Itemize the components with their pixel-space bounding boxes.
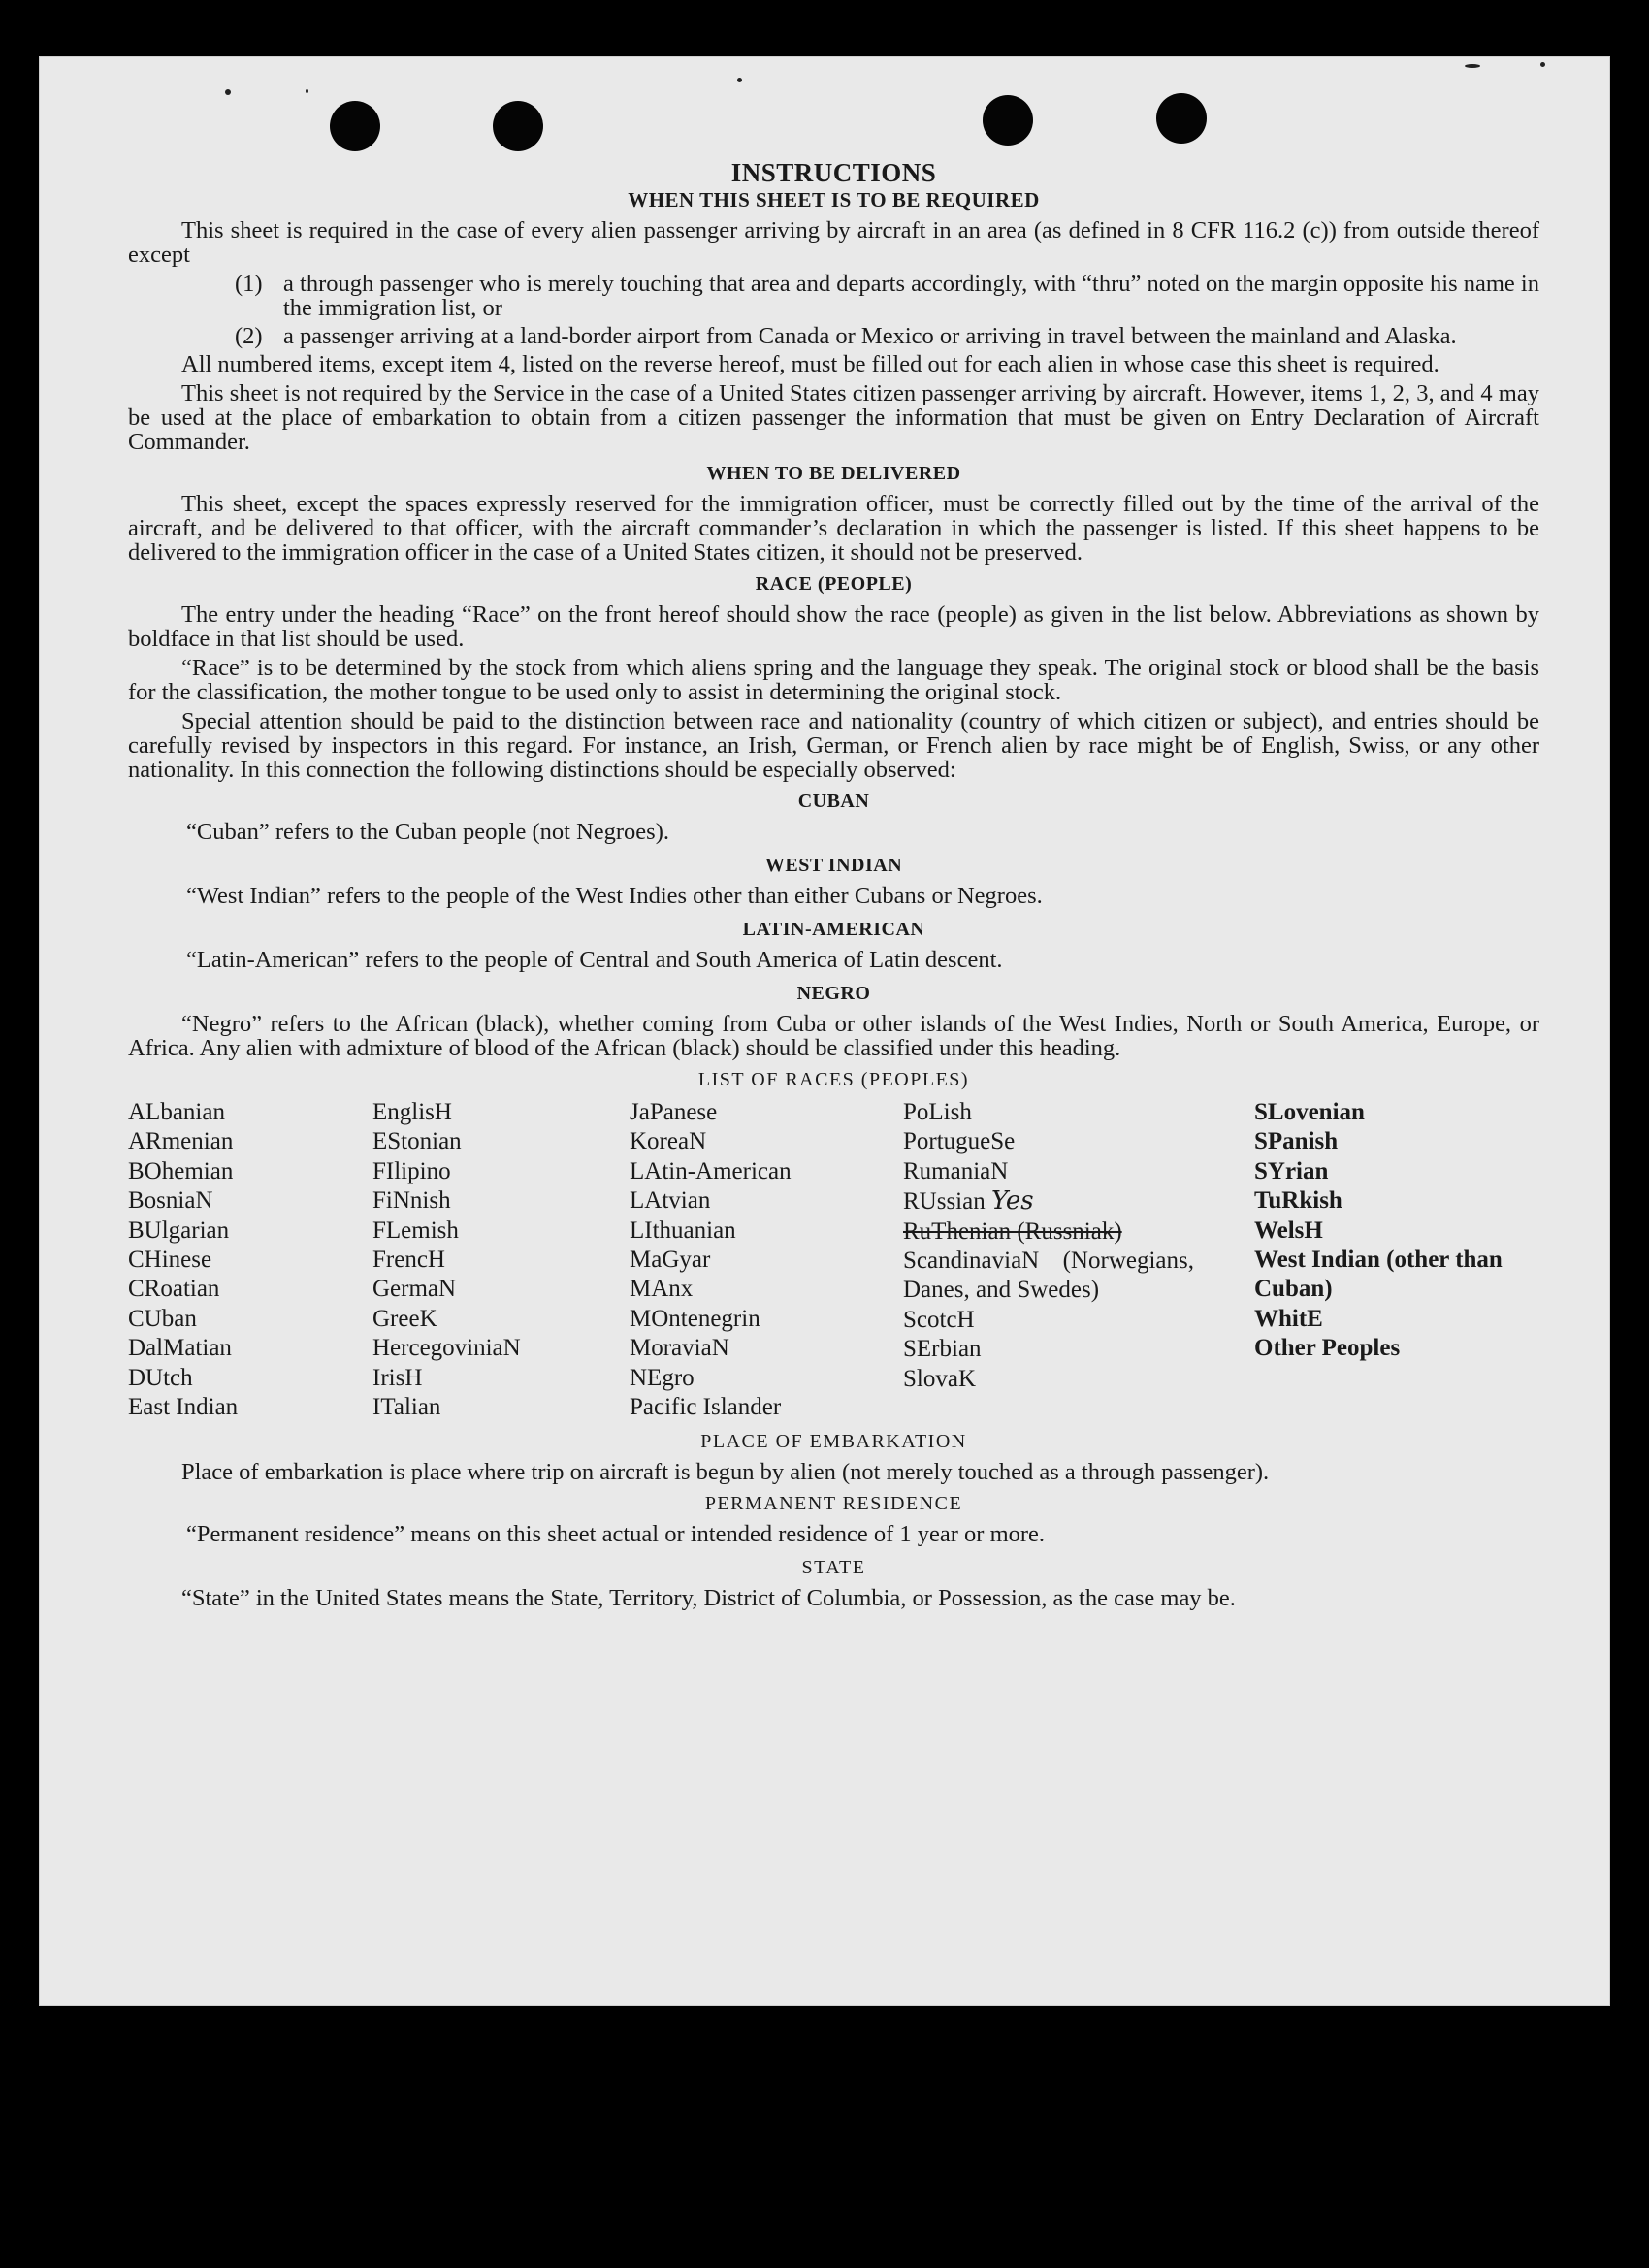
section-heading-latin-american: LATIN-AMERICAN [742, 919, 925, 940]
item-text: a passenger arriving at a land-border airport from Canada or Mexico or arriving in travel between the mainland and Alaska. [283, 323, 1457, 349]
race-entry: CHinese [128, 1247, 212, 1274]
race-entry: LAtin-American [630, 1157, 792, 1184]
race-entry: DalMatian [128, 1335, 232, 1362]
paragraph-negro: “Negro” refers to the African (black), whether coming from Cuba or other islands of the West Indies, North or South America, Europe, or Africa. Any alien with admixture of blood of the African (black) should be classified under this heading. [128, 1011, 1539, 1061]
race-entry: GermaN [372, 1276, 457, 1303]
race-entry: East Indian [128, 1394, 239, 1421]
section-heading-cuban: CUBAN [797, 791, 870, 812]
race-entry: FIlipino [372, 1157, 451, 1184]
race-entry-ruthenian: RuThenian (Russniak) [903, 1217, 1122, 1245]
race-entry: ScotcH [903, 1306, 975, 1333]
paragraph-west-indian: “West Indian” refers to the people of the West Indies other than either Cubans or Negroes. [186, 883, 1043, 909]
race-entry: ARmenian [128, 1128, 234, 1155]
section-heading-embarkation: PLACE OF EMBARKATION [700, 1431, 967, 1453]
exception-item [128, 324, 1539, 348]
race-entry: EnglisH [372, 1099, 452, 1125]
paragraph-numbered-items: All numbered items, except item 4, listed on the reverse hereof, must be filled out for each alien in whose case this sheet is required. [181, 351, 1439, 377]
race-entry: MaGyar [630, 1247, 711, 1274]
race-entry: West Indian (other than Cuban) [1254, 1247, 1503, 1303]
races-column-5 [1254, 1098, 1539, 1422]
section-heading-state: STATE [801, 1557, 866, 1579]
race-entry: FiNnish [372, 1187, 451, 1215]
race-entry: SlovaK [903, 1365, 976, 1392]
race-entry: TuRkish [1254, 1187, 1342, 1215]
paragraph-race-2: “Race” is to be determined by the stock from which aliens spring and the language they speak. The original stock or blood shall be the basis for the classification, the mother tongue to be used only to assist in determining the original stock. [128, 655, 1539, 705]
race-entry: LIthuanian [630, 1216, 736, 1244]
section-heading-negro: NEGRO [796, 983, 871, 1004]
race-entry: EStonian [372, 1128, 462, 1155]
race-entry: IrisH [372, 1364, 423, 1391]
paragraph-delivered: This sheet, except the spaces expressly reserved for the immigration officer, must be correctly filled out by the time of the arrival of the aircraft, and be delivered to that officer, with the aircraft commander’s declaration in which the passenger is listed. If this sheet happens to be delivered to the immigration officer in the case of a United States citizen, it should not be preserved. [128, 491, 1539, 566]
section-heading-residence: PERMANENT RESIDENCE [704, 1493, 963, 1515]
paragraph-not-required: This sheet is not required by the Service in the case of a United States citizen passenger arriving by aircraft. However, items 1, 2, 3, and 4 may be used at the place of embarkation to obtain from a citizen passenger the information that must be given on Entry Declaration of Aircraft Commander. [128, 380, 1539, 455]
race-entry: CRoatian [128, 1276, 220, 1303]
item-text: a through passenger who is merely touching that area and departs accordingly, with “thru” noted on the margin opposite his name in the immigration list, or [283, 271, 1539, 321]
races-column-3 [630, 1098, 903, 1422]
paragraph-required: This sheet is required in the case of every alien passenger arriving by aircraft in an area (as defined in 8 CFR 116.2 (c)) from outside thereof except [128, 217, 1539, 268]
race-entry: PoLish [903, 1099, 972, 1125]
section-heading-list-of-races: LIST OF RACES (PEOPLES) [697, 1069, 970, 1090]
race-entry: Other Peoples [1254, 1335, 1401, 1362]
race-entry: BOhemian [128, 1157, 234, 1184]
exception-item [128, 272, 1539, 320]
race-entry: Pacific Islander [630, 1394, 782, 1421]
race-entry: RumaniaN [903, 1157, 1009, 1184]
race-entry: ALbanian [128, 1099, 225, 1125]
item-number: (2) [235, 323, 263, 349]
paragraph-residence: “Permanent residence” means on this sheet actual or intended residence of 1 year or more. [186, 1521, 1046, 1548]
race-entry-russian: RUssian [903, 1188, 986, 1215]
race-entry: HercegoviniaN [372, 1335, 521, 1362]
race-entry: BUlgarian [128, 1216, 230, 1244]
race-entry: GreeK [372, 1305, 437, 1332]
race-entry: ITalian [372, 1394, 441, 1421]
races-column-1 [128, 1098, 372, 1422]
race-entry: DUtch [128, 1364, 193, 1391]
instructions-body [128, 105, 1539, 1615]
paragraph-race-1: The entry under the heading “Race” on the front hereof should show the race (people) as given in the list below. Abbreviations as shown by boldface in that list should be used. [128, 601, 1539, 652]
race-entry: FrencH [372, 1247, 445, 1274]
handwritten-annotation: Yes [990, 1186, 1034, 1216]
race-entry: SYrian [1254, 1157, 1329, 1184]
races-list [128, 1098, 1539, 1422]
paragraph-latin-american: “Latin-American” refers to the people of Central and South America of Latin descent. [186, 947, 1003, 973]
speck [225, 89, 231, 95]
race-entry: SLovenian [1254, 1099, 1365, 1125]
race-entry: LAtvian [630, 1187, 711, 1215]
section-heading-required: WHEN THIS SHEET IS TO BE REQUIRED [628, 188, 1040, 211]
race-entry: MoraviaN [630, 1335, 729, 1362]
race-entry: NEgro [630, 1364, 695, 1391]
race-entry-scandinavian: ScandinaviaN (Norwegians, Danes, and Swedes) [903, 1247, 1194, 1304]
race-entry: JaPanese [630, 1099, 718, 1125]
race-entry: PortugueSe [903, 1128, 1016, 1155]
section-heading-race: RACE (PEOPLE) [755, 573, 913, 595]
speck [1465, 64, 1480, 68]
paragraph-cuban: “Cuban” refers to the Cuban people (not Negroes). [186, 819, 669, 845]
page-title: INSTRUCTIONS [730, 158, 937, 187]
speck [737, 78, 742, 82]
race-entry: FLemish [372, 1216, 459, 1244]
section-heading-west-indian: WEST INDIAN [764, 855, 903, 876]
race-entry [903, 1186, 1254, 1216]
races-column-2 [372, 1098, 630, 1422]
race-entry: SErbian [903, 1336, 982, 1363]
race-entry: KoreaN [630, 1128, 707, 1155]
race-entry: BosniaN [128, 1187, 213, 1215]
paragraph-state: “State” in the United States means the State, Territory, District of Columbia, or Possession, as the case may be. [181, 1585, 1236, 1612]
paragraph-embarkation: Place of embarkation is place where trip on aircraft is begun by alien (not merely touched as a through passenger). [181, 1459, 1270, 1486]
race-entry: SPanish [1254, 1128, 1339, 1155]
speck [306, 89, 308, 93]
race-entry: MAnx [630, 1276, 694, 1303]
section-heading-delivered: WHEN TO BE DELIVERED [706, 463, 961, 484]
race-entry: MOntenegrin [630, 1305, 760, 1332]
race-entry: WhitE [1254, 1305, 1323, 1332]
speck [1540, 62, 1545, 67]
paragraph-race-3: Special attention should be paid to the distinction between race and nationality (country of which citizen or subject), and entries should be carefully revised by inspectors in this regard. For instance, an Irish, German, or French alien by race might be of English, Swiss, or any other nationality. In this connection the following distinctions should be especially observed: [128, 708, 1539, 783]
race-entry: CUban [128, 1305, 197, 1332]
race-entry: WelsH [1254, 1216, 1323, 1244]
races-column-4 [903, 1098, 1254, 1422]
item-number: (1) [235, 271, 263, 297]
instruction-sheet [39, 56, 1610, 2006]
